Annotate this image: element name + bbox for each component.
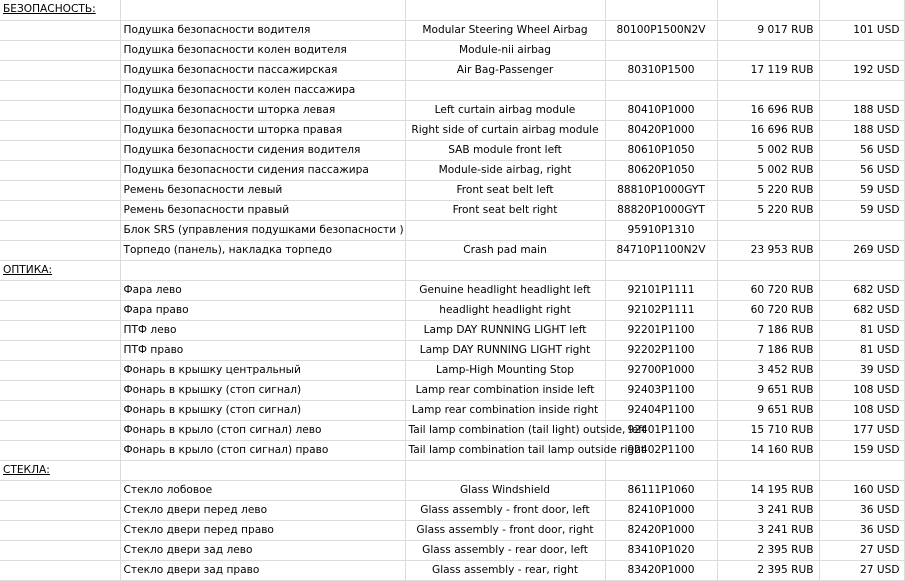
table-row [0, 20, 904, 40]
part-name-en-cell[interactable]: Front seat belt right [405, 200, 605, 220]
part-name-en-cell[interactable]: Glass Windshield [405, 480, 605, 500]
part-name-ru-cell[interactable]: Стекло двери зад лево [120, 540, 405, 560]
part-number-cell[interactable]: 80620P1050 [605, 160, 717, 180]
part-name-ru-cell[interactable]: Стекло двери перед право [120, 520, 405, 540]
table-row [0, 420, 904, 440]
part-number-cell[interactable]: 92401P1100 [605, 420, 717, 440]
table-row [0, 380, 904, 400]
section-title-cell[interactable]: ОПТИКА: [0, 260, 120, 280]
price-rub-cell[interactable]: 60 720 RUB [717, 300, 819, 320]
empty-cell[interactable] [0, 20, 120, 40]
table-row [0, 280, 904, 300]
part-name-en-cell[interactable]: Lamp DAY RUNNING LIGHT right [405, 340, 605, 360]
empty-cell[interactable] [605, 460, 717, 480]
part-number-cell[interactable]: 92404P1100 [605, 400, 717, 420]
empty-cell[interactable] [120, 460, 405, 480]
table-row [0, 80, 904, 100]
table-row [0, 240, 904, 260]
part-number-cell[interactable] [605, 80, 717, 100]
price-usd-cell[interactable]: 160 USD [819, 480, 904, 500]
part-name-ru-cell[interactable]: Фонарь в крыло (стоп сигнал) право [120, 440, 405, 460]
price-rub-cell[interactable]: 9 651 RUB [717, 400, 819, 420]
part-name-en-cell[interactable]: Glass assembly - rear, right [405, 560, 605, 580]
part-number-cell[interactable]: 80100P1500N2V [605, 20, 717, 40]
part-name-ru-cell[interactable]: Ремень безопасности левый [120, 180, 405, 200]
price-rub-cell[interactable]: 3 241 RUB [717, 520, 819, 540]
empty-cell[interactable] [819, 0, 904, 20]
part-number-cell[interactable]: 80610P1050 [605, 140, 717, 160]
empty-cell[interactable] [0, 320, 120, 340]
price-rub-cell[interactable]: 7 186 RUB [717, 340, 819, 360]
price-rub-cell[interactable]: 15 710 RUB [717, 420, 819, 440]
empty-cell[interactable] [0, 380, 120, 400]
empty-cell[interactable] [120, 0, 405, 20]
table-row [0, 360, 904, 380]
part-name-ru-cell[interactable]: Подушка безопасности шторка левая [120, 100, 405, 120]
table-row [0, 60, 904, 80]
price-rub-cell[interactable]: 3 452 RUB [717, 360, 819, 380]
empty-cell[interactable] [405, 0, 605, 20]
empty-cell[interactable] [0, 560, 120, 580]
part-name-ru-cell[interactable]: Фонарь в крыло (стоп сигнал) лево [120, 420, 405, 440]
part-name-en-cell[interactable]: Left curtain airbag module [405, 100, 605, 120]
part-name-ru-cell[interactable]: Фонарь в крышку (стоп сигнал) [120, 400, 405, 420]
table-row [0, 560, 904, 580]
empty-cell[interactable] [0, 240, 120, 260]
part-number-cell[interactable]: 92402P1100 [605, 440, 717, 460]
price-usd-cell[interactable]: 59 USD [819, 200, 904, 220]
table-row [0, 540, 904, 560]
part-number-cell[interactable]: 82420P1000 [605, 520, 717, 540]
price-rub-cell[interactable]: 17 119 RUB [717, 60, 819, 80]
part-name-en-cell[interactable]: Lamp rear combination inside right [405, 400, 605, 420]
table-row [0, 520, 904, 540]
empty-cell[interactable] [605, 260, 717, 280]
part-name-ru-cell[interactable]: Подушка безопасности пассажирская [120, 60, 405, 80]
price-rub-cell[interactable]: 2 395 RUB [717, 560, 819, 580]
section-title-cell[interactable]: БЕЗОПАСНОСТЬ: [0, 0, 120, 20]
price-usd-cell[interactable]: 188 USD [819, 120, 904, 140]
table-row [0, 120, 904, 140]
part-number-cell[interactable]: 80410P1000 [605, 100, 717, 120]
price-usd-cell[interactable]: 188 USD [819, 100, 904, 120]
price-rub-cell[interactable]: 16 696 RUB [717, 120, 819, 140]
part-name-ru-cell[interactable]: Фара право [120, 300, 405, 320]
price-rub-cell[interactable] [717, 80, 819, 100]
part-name-en-cell[interactable]: Tail lamp combination (tail light) outside, left [405, 420, 605, 440]
price-rub-cell[interactable]: 5 220 RUB [717, 200, 819, 220]
empty-cell[interactable] [0, 500, 120, 520]
table-row [0, 220, 904, 240]
empty-cell[interactable] [0, 60, 120, 80]
section-header-row [0, 0, 904, 20]
part-name-ru-cell[interactable]: Подушка безопасности шторка правая [120, 120, 405, 140]
price-usd-cell[interactable]: 682 USD [819, 300, 904, 320]
part-name-ru-cell[interactable]: Блок SRS (управления подушками безопасности ) [120, 220, 405, 240]
empty-cell[interactable] [819, 260, 904, 280]
part-number-cell[interactable]: 82410P1000 [605, 500, 717, 520]
part-number-cell[interactable]: 83420P1000 [605, 560, 717, 580]
price-rub-cell[interactable] [717, 40, 819, 60]
part-name-ru-cell[interactable]: Стекло двери перед лево [120, 500, 405, 520]
part-number-cell[interactable] [605, 40, 717, 60]
part-name-ru-cell[interactable]: Фонарь в крышку (стоп сигнал) [120, 380, 405, 400]
table-row [0, 340, 904, 360]
price-rub-cell[interactable]: 7 186 RUB [717, 320, 819, 340]
price-rub-cell[interactable]: 5 220 RUB [717, 180, 819, 200]
empty-cell[interactable] [717, 0, 819, 20]
part-number-cell[interactable]: 80420P1000 [605, 120, 717, 140]
section-title-cell[interactable]: СТЕКЛА: [0, 460, 120, 480]
part-number-cell[interactable]: 86111P1060 [605, 480, 717, 500]
section-header-row [0, 260, 904, 280]
price-rub-cell[interactable]: 14 160 RUB [717, 440, 819, 460]
part-name-en-cell[interactable]: Lamp-High Mounting Stop [405, 360, 605, 380]
price-rub-cell[interactable]: 5 002 RUB [717, 140, 819, 160]
empty-cell[interactable] [0, 80, 120, 100]
price-usd-cell[interactable]: 59 USD [819, 180, 904, 200]
part-name-ru-cell[interactable]: ПТФ лево [120, 320, 405, 340]
part-name-en-cell[interactable] [405, 220, 605, 240]
price-usd-cell[interactable]: 36 USD [819, 500, 904, 520]
price-rub-cell[interactable]: 23 953 RUB [717, 240, 819, 260]
price-rub-cell[interactable]: 14 195 RUB [717, 480, 819, 500]
price-usd-cell[interactable] [819, 80, 904, 100]
part-name-en-cell[interactable]: Lamp DAY RUNNING LIGHT left [405, 320, 605, 340]
price-usd-cell[interactable]: 27 USD [819, 540, 904, 560]
table-row [0, 480, 904, 500]
price-usd-cell[interactable]: 177 USD [819, 420, 904, 440]
table-row [0, 160, 904, 180]
price-rub-cell[interactable]: 9 017 RUB [717, 20, 819, 40]
table-row [0, 140, 904, 160]
table-row [0, 40, 904, 60]
part-name-ru-cell[interactable]: Стекло лобовое [120, 480, 405, 500]
empty-cell[interactable] [0, 100, 120, 120]
part-name-en-cell[interactable]: Module-side airbag, right [405, 160, 605, 180]
part-name-ru-cell[interactable]: Подушка безопасности водителя [120, 20, 405, 40]
part-name-en-cell[interactable]: Glass assembly - rear door, left [405, 540, 605, 560]
price-usd-cell[interactable]: 27 USD [819, 560, 904, 580]
empty-cell[interactable] [0, 160, 120, 180]
price-rub-cell[interactable] [717, 220, 819, 240]
part-number-cell[interactable]: 92403P1100 [605, 380, 717, 400]
price-usd-cell[interactable]: 108 USD [819, 400, 904, 420]
part-number-cell[interactable]: 92202P1100 [605, 340, 717, 360]
part-name-en-cell[interactable]: Right side of curtain airbag module [405, 120, 605, 140]
empty-cell[interactable] [717, 260, 819, 280]
part-number-cell[interactable]: 88810P1000GYT [605, 180, 717, 200]
table-row [0, 300, 904, 320]
price-rub-cell[interactable]: 5 002 RUB [717, 160, 819, 180]
price-usd-cell[interactable]: 192 USD [819, 60, 904, 80]
part-name-ru-cell[interactable]: Торпедо (панель), накладка торпедо [120, 240, 405, 260]
empty-cell[interactable] [0, 480, 120, 500]
part-name-en-cell[interactable]: Crash pad main [405, 240, 605, 260]
price-usd-cell[interactable]: 682 USD [819, 280, 904, 300]
empty-cell[interactable] [0, 40, 120, 60]
table-row [0, 500, 904, 520]
part-number-cell[interactable]: 88820P1000GYT [605, 200, 717, 220]
empty-cell[interactable] [0, 180, 120, 200]
part-name-en-cell[interactable] [405, 80, 605, 100]
part-name-en-cell[interactable]: Genuine headlight headlight left [405, 280, 605, 300]
price-usd-cell[interactable]: 56 USD [819, 140, 904, 160]
price-rub-cell[interactable]: 9 651 RUB [717, 380, 819, 400]
part-name-ru-cell[interactable]: ПТФ право [120, 340, 405, 360]
part-name-en-cell[interactable]: Lamp rear combination inside left [405, 380, 605, 400]
price-rub-cell[interactable]: 60 720 RUB [717, 280, 819, 300]
part-name-en-cell[interactable]: Air Bag-Passenger [405, 60, 605, 80]
part-number-cell[interactable]: 83410P1020 [605, 540, 717, 560]
part-name-en-cell[interactable]: Tail lamp combination tail lamp outside right [405, 440, 605, 460]
table-row [0, 400, 904, 420]
part-name-en-cell[interactable]: Glass assembly - front door, left [405, 500, 605, 520]
part-name-ru-cell[interactable]: Подушка безопасности колен водителя [120, 40, 405, 60]
table-row [0, 100, 904, 120]
price-rub-cell[interactable]: 3 241 RUB [717, 500, 819, 520]
table-row [0, 180, 904, 200]
empty-cell[interactable] [405, 260, 605, 280]
empty-cell[interactable] [120, 260, 405, 280]
price-usd-cell[interactable]: 108 USD [819, 380, 904, 400]
part-number-cell[interactable]: 92700P1000 [605, 360, 717, 380]
empty-cell[interactable] [405, 460, 605, 480]
price-usd-cell[interactable]: 81 USD [819, 340, 904, 360]
price-rub-cell[interactable]: 16 696 RUB [717, 100, 819, 120]
table-row [0, 320, 904, 340]
empty-cell[interactable] [0, 400, 120, 420]
part-name-en-cell[interactable]: Glass assembly - front door, right [405, 520, 605, 540]
part-name-ru-cell[interactable]: Подушка безопасности сидения водителя [120, 140, 405, 160]
empty-cell[interactable] [819, 460, 904, 480]
part-number-cell[interactable]: 92101P1111 [605, 280, 717, 300]
table-row [0, 440, 904, 460]
price-usd-cell[interactable]: 159 USD [819, 440, 904, 460]
empty-cell[interactable] [0, 420, 120, 440]
part-name-ru-cell[interactable]: Фонарь в крышку центральный [120, 360, 405, 380]
empty-cell[interactable] [0, 520, 120, 540]
empty-cell[interactable] [0, 300, 120, 320]
price-usd-cell[interactable]: 36 USD [819, 520, 904, 540]
part-name-en-cell[interactable]: Module-nii airbag [405, 40, 605, 60]
empty-cell[interactable] [0, 120, 120, 140]
part-name-ru-cell[interactable]: Подушка безопасности сидения пассажира [120, 160, 405, 180]
empty-cell[interactable] [0, 200, 120, 220]
price-usd-cell[interactable]: 56 USD [819, 160, 904, 180]
part-name-ru-cell[interactable]: Ремень безопасности правый [120, 200, 405, 220]
part-name-ru-cell[interactable]: Стекло двери зад право [120, 560, 405, 580]
part-number-cell[interactable]: 80310P1500 [605, 60, 717, 80]
empty-cell[interactable] [0, 280, 120, 300]
price-usd-cell[interactable]: 101 USD [819, 20, 904, 40]
part-name-ru-cell[interactable]: Фара лево [120, 280, 405, 300]
part-number-cell[interactable]: 92201P1100 [605, 320, 717, 340]
table-row [0, 200, 904, 220]
price-usd-cell[interactable] [819, 40, 904, 60]
empty-cell[interactable] [0, 440, 120, 460]
section-header-row [0, 460, 904, 480]
part-name-en-cell[interactable]: Front seat belt left [405, 180, 605, 200]
price-usd-cell[interactable]: 39 USD [819, 360, 904, 380]
empty-cell[interactable] [0, 340, 120, 360]
part-name-en-cell[interactable]: headlight headlight right [405, 300, 605, 320]
part-name-en-cell[interactable]: Modular Steering Wheel Airbag [405, 20, 605, 40]
price-usd-cell[interactable]: 269 USD [819, 240, 904, 260]
empty-cell[interactable] [717, 460, 819, 480]
part-name-ru-cell[interactable]: Подушка безопасности колен пассажира [120, 80, 405, 100]
empty-cell[interactable] [0, 360, 120, 380]
empty-cell[interactable] [0, 140, 120, 160]
part-number-cell[interactable]: 92102P1111 [605, 300, 717, 320]
empty-cell[interactable] [0, 540, 120, 560]
price-usd-cell[interactable]: 81 USD [819, 320, 904, 340]
empty-cell[interactable] [605, 0, 717, 20]
part-name-en-cell[interactable]: SAB module front left [405, 140, 605, 160]
empty-cell[interactable] [0, 220, 120, 240]
part-number-cell[interactable]: 84710P1100N2V [605, 240, 717, 260]
price-usd-cell[interactable] [819, 220, 904, 240]
price-rub-cell[interactable]: 2 395 RUB [717, 540, 819, 560]
part-number-cell[interactable]: 95910P1310 [605, 220, 717, 240]
